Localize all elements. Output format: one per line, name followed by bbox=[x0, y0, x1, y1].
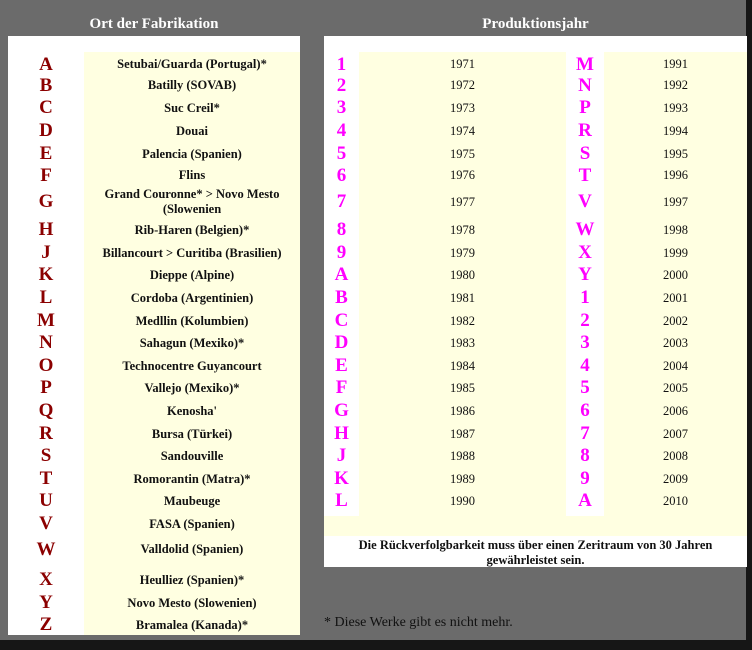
year-value: 2000 bbox=[663, 267, 688, 282]
year-value: 2002 bbox=[663, 313, 688, 328]
year-value: 1987 bbox=[450, 426, 475, 441]
year-code: 6 bbox=[336, 164, 347, 186]
factory-place: Romorantin (Matra)* bbox=[133, 471, 251, 486]
year-code: P bbox=[579, 97, 591, 118]
header-production-year: Produktionsjahr bbox=[482, 15, 589, 32]
factory-letter: N bbox=[39, 332, 53, 353]
year-value: 1991 bbox=[663, 57, 688, 71]
factory-letter: X bbox=[39, 569, 53, 590]
factory-letter: Z bbox=[39, 614, 53, 635]
year-code: 1 bbox=[580, 287, 590, 308]
factory-place: Vallejo (Mexiko)* bbox=[144, 380, 240, 395]
year-code: 7 bbox=[336, 191, 347, 212]
year-code: C bbox=[334, 310, 349, 331]
factory-letter: A bbox=[39, 53, 53, 75]
header-factory-location: Ort der Fabrikation bbox=[89, 15, 219, 32]
year-code: A bbox=[578, 490, 592, 511]
year-value: 1985 bbox=[450, 380, 475, 395]
year-code: V bbox=[578, 191, 592, 212]
year-code: 6 bbox=[580, 400, 590, 421]
year-value: 1984 bbox=[450, 358, 475, 373]
factory-letter: E bbox=[39, 143, 53, 164]
year-value: 1988 bbox=[450, 448, 475, 463]
year-value: 2008 bbox=[663, 448, 688, 463]
factory-place: Valldolid (Spanien) bbox=[140, 542, 244, 556]
factory-place: Bursa (Türkei) bbox=[151, 426, 233, 441]
factory-place: Flins bbox=[178, 168, 206, 182]
year-value: 2001 bbox=[663, 290, 688, 305]
year-value: 1993 bbox=[663, 100, 688, 115]
year-value: 2009 bbox=[663, 471, 688, 486]
factory-letter: M bbox=[37, 310, 55, 331]
factory-place: Suc Creil* bbox=[164, 100, 220, 115]
year-value: 1971 bbox=[450, 57, 475, 71]
factory-letter: Q bbox=[38, 400, 54, 421]
factory-place: Billancourt > Curitiba (Brasilien) bbox=[102, 245, 282, 260]
factory-place: FASA (Spanien) bbox=[149, 516, 235, 531]
year-value: 1974 bbox=[450, 123, 475, 138]
factory-letter: F bbox=[40, 164, 52, 186]
year-value: 2007 bbox=[663, 426, 688, 441]
year-code: N bbox=[578, 74, 592, 96]
year-code: 5 bbox=[580, 377, 590, 398]
factory-place: Medllin (Kolumbien) bbox=[135, 313, 249, 328]
year-value: 1979 bbox=[450, 245, 475, 260]
year-code: Y bbox=[578, 264, 592, 285]
year-code: 4 bbox=[336, 120, 347, 141]
year-value: 1982 bbox=[450, 313, 475, 328]
factory-letter: R bbox=[39, 423, 53, 444]
factory-place: Maubeuge bbox=[163, 493, 221, 508]
year-value: 1972 bbox=[450, 78, 475, 92]
year-value: 1999 bbox=[663, 245, 688, 260]
traceability-note: Die Rückverfolgbarkeit muss über einen Zeritraum von 30 Jahren gewährleistet sein. bbox=[358, 538, 713, 567]
factory-letter: U bbox=[39, 490, 53, 511]
year-code: K bbox=[334, 468, 349, 489]
year-value: 1980 bbox=[450, 267, 475, 282]
year-table-footer-background bbox=[324, 516, 747, 536]
year-value: 1975 bbox=[450, 146, 475, 161]
year-value: 2005 bbox=[663, 380, 688, 395]
year-code: G bbox=[334, 400, 349, 421]
factory-letter: O bbox=[38, 355, 54, 376]
year-value: 1989 bbox=[450, 471, 475, 486]
year-table bbox=[324, 36, 747, 567]
factory-place: Kenosha' bbox=[166, 403, 217, 418]
year-value: 2006 bbox=[663, 403, 688, 418]
year-value: 1992 bbox=[663, 78, 688, 92]
year-code: 4 bbox=[580, 355, 590, 376]
footnote: * Diese Werke gibt es nicht mehr. bbox=[324, 615, 513, 630]
factory-letter: V bbox=[39, 513, 53, 534]
factory-place: Setubai/Guarda (Portugal)* bbox=[117, 57, 267, 71]
year-value: 1997 bbox=[663, 194, 688, 209]
year-value: 1976 bbox=[450, 168, 475, 182]
factory-letter: J bbox=[41, 242, 51, 263]
factory-letter: L bbox=[39, 287, 53, 308]
year-value: 1986 bbox=[450, 403, 475, 418]
factory-place: Technocentre Guyancourt bbox=[122, 358, 262, 373]
year-value: 2010 bbox=[663, 493, 688, 508]
year-code: 2 bbox=[336, 74, 347, 96]
year-value: 1998 bbox=[663, 222, 688, 237]
factory-place: Batilly (SOVAB) bbox=[147, 78, 237, 92]
year-code: 1 bbox=[336, 53, 347, 75]
year-code: 9 bbox=[336, 242, 347, 263]
factory-place: Douai bbox=[176, 123, 208, 138]
factory-letter: G bbox=[38, 191, 54, 212]
year-value: 1995 bbox=[663, 146, 688, 161]
year-code: 3 bbox=[580, 332, 590, 353]
year-value: 1996 bbox=[663, 168, 688, 182]
year-code: 3 bbox=[336, 97, 347, 118]
year-value: 1994 bbox=[663, 123, 688, 138]
year-value: 1990 bbox=[450, 493, 475, 508]
year-value: 1981 bbox=[450, 290, 475, 305]
year-code: T bbox=[578, 164, 592, 186]
year-code: 8 bbox=[336, 219, 347, 240]
year-code: L bbox=[335, 490, 348, 511]
factory-place: Sandouville bbox=[160, 448, 224, 463]
factory-letter: K bbox=[38, 264, 54, 285]
factory-place: Rib-Haren (Belgien)* bbox=[134, 222, 250, 237]
year-value: 2003 bbox=[663, 335, 688, 350]
factory-place: Grand Couronne* > Novo Mesto (Slowenien bbox=[104, 187, 280, 216]
year-code: X bbox=[578, 242, 592, 263]
factory-letter: W bbox=[36, 538, 56, 560]
year-code: S bbox=[579, 143, 591, 164]
year-code: 5 bbox=[336, 143, 347, 164]
year-code: B bbox=[335, 287, 348, 308]
year-code: 8 bbox=[580, 445, 590, 466]
year-code: D bbox=[334, 332, 349, 353]
factory-letter: C bbox=[39, 97, 53, 118]
year-value: 1973 bbox=[450, 100, 475, 115]
factory-letter: T bbox=[39, 468, 53, 489]
year-code: F bbox=[335, 377, 348, 398]
factory-place: Novo Mesto (Slowenien) bbox=[127, 595, 257, 610]
factory-table bbox=[8, 36, 300, 635]
year-code: R bbox=[578, 120, 592, 141]
factory-place: Heulliez (Spanien)* bbox=[139, 572, 245, 587]
year-value: 2004 bbox=[663, 358, 688, 373]
factory-letter: Y bbox=[39, 592, 53, 613]
factory-place: Sahagun (Mexiko)* bbox=[139, 335, 245, 350]
year-value: 1983 bbox=[450, 335, 475, 350]
year-code: 2 bbox=[580, 310, 590, 331]
factory-place: Dieppe (Alpine) bbox=[149, 267, 235, 282]
year-code: H bbox=[334, 423, 349, 444]
factory-letter: D bbox=[39, 120, 53, 141]
year-value: 1978 bbox=[450, 222, 475, 237]
factory-place: Palencia (Spanien) bbox=[142, 146, 242, 161]
year-code: W bbox=[575, 219, 595, 240]
year-code: A bbox=[334, 264, 349, 285]
factory-letter: S bbox=[40, 445, 52, 466]
factory-letter: P bbox=[40, 377, 52, 398]
year-value: 1977 bbox=[450, 194, 475, 209]
factory-letter: B bbox=[39, 74, 53, 96]
factory-place: Cordoba (Argentinien) bbox=[130, 290, 254, 305]
year-code: 9 bbox=[580, 468, 590, 489]
year-code: E bbox=[335, 355, 348, 376]
factory-letter: H bbox=[38, 219, 54, 240]
year-code: J bbox=[336, 445, 347, 466]
year-code: M bbox=[576, 53, 594, 75]
factory-place: Bramalea (Kanada)* bbox=[135, 617, 249, 632]
year-code: 7 bbox=[580, 423, 590, 444]
